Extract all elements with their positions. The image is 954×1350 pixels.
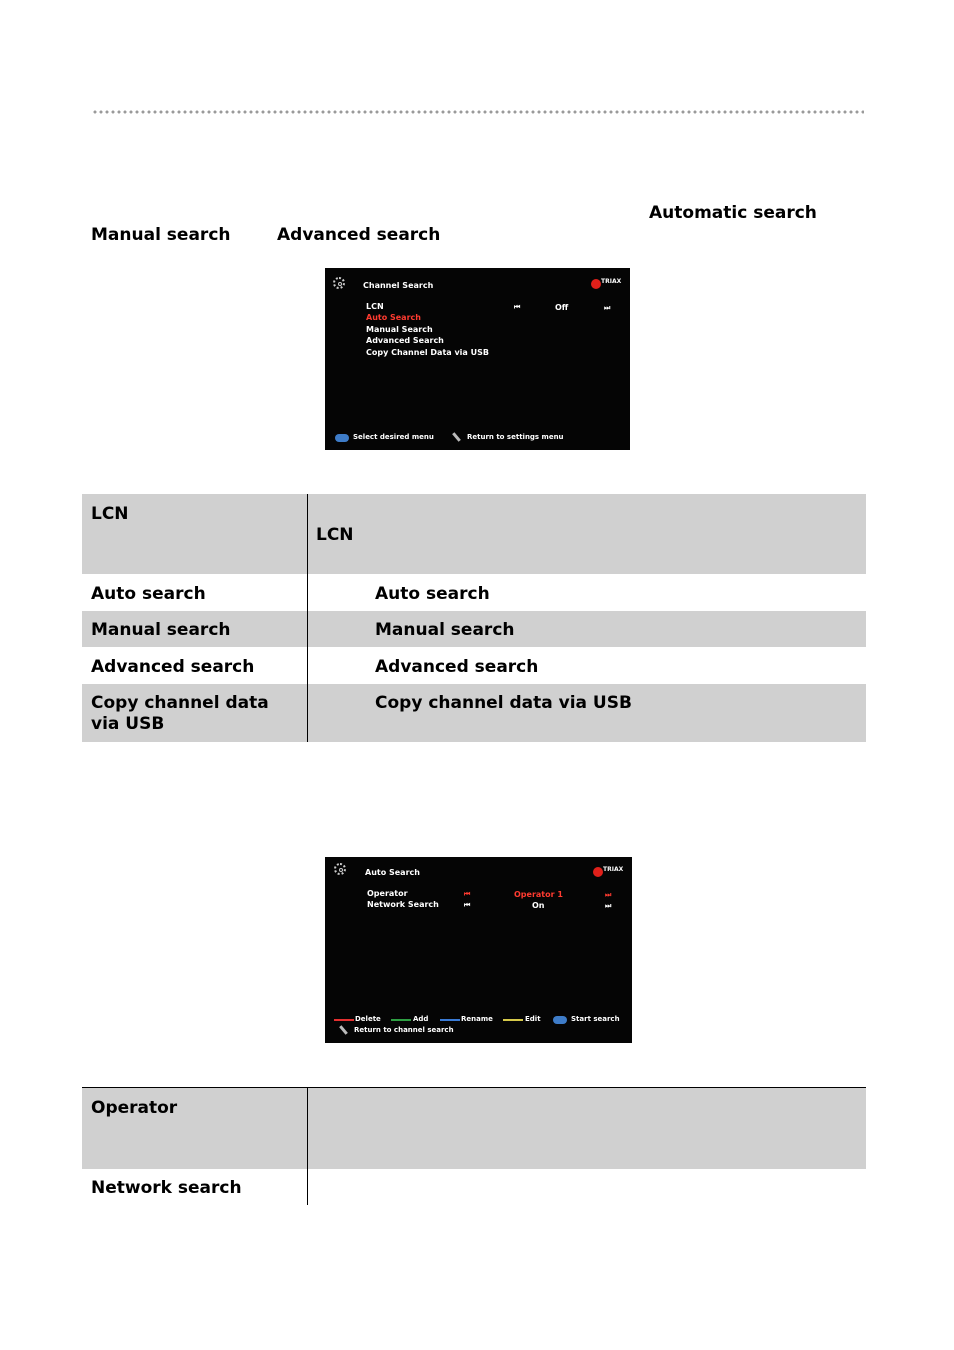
left-arrow-icon[interactable]: ⏮ [514, 303, 521, 311]
left-arrow-icon[interactable]: ⏮ [464, 890, 471, 898]
right-arrow-icon[interactable]: ⏭ [604, 304, 611, 312]
brand-logo: TRIAX [603, 866, 624, 873]
footer-return-hint: Return to settings menu [467, 433, 564, 441]
tool-icon [339, 1025, 348, 1035]
operator-label: Operator [367, 889, 408, 898]
footer-select-hint: Select desired menu [353, 433, 434, 441]
gear-icon [333, 277, 345, 289]
yellow-key-icon [503, 1019, 523, 1021]
advanced-search-term: Advanced search [277, 225, 441, 245]
row-description: Advanced search [375, 657, 539, 677]
auto-search-screenshot [325, 857, 632, 1043]
menu-item-lcn[interactable]: LCN [366, 302, 384, 311]
delete-hint: Delete [355, 1015, 381, 1023]
automatic-search-term: Automatic search [649, 203, 817, 223]
green-key-icon [391, 1019, 411, 1021]
table-row [82, 574, 866, 610]
table-row [82, 611, 866, 647]
ok-button-icon [335, 434, 349, 442]
rename-hint: Rename [461, 1015, 493, 1023]
return-hint: Return to channel search [354, 1026, 454, 1034]
operator-value[interactable]: Operator 1 [514, 890, 563, 899]
ok-button-icon [553, 1016, 567, 1024]
row-description: Auto search [375, 584, 490, 604]
blue-key-icon [440, 1019, 460, 1021]
table-row [82, 1088, 866, 1169]
screen-title: Channel Search [363, 281, 434, 290]
right-arrow-icon[interactable]: ⏭ [605, 891, 612, 899]
red-key-icon [334, 1019, 354, 1021]
edit-hint: Edit [525, 1015, 541, 1023]
table-row [82, 494, 866, 574]
tool-icon [452, 432, 461, 442]
gear-icon [334, 863, 346, 875]
dotted-divider [92, 110, 864, 114]
row-label: Advanced search [91, 657, 255, 677]
channel-search-options-table [82, 494, 866, 742]
start-search-hint: Start search [571, 1015, 620, 1023]
row-description: Copy channel data via USB [375, 693, 632, 713]
lcn-value: Off [555, 303, 569, 312]
row-label: Auto search [91, 584, 206, 604]
table-row [82, 1169, 866, 1205]
auto-search-options-table [82, 1087, 866, 1205]
column-divider [307, 1087, 308, 1205]
right-arrow-icon[interactable]: ⏭ [605, 902, 612, 910]
add-hint: Add [413, 1015, 429, 1023]
triax-logo-icon [593, 867, 603, 877]
network-search-label: Network Search [367, 900, 439, 909]
row-label: Copy channel data via USB [91, 693, 269, 734]
row-label: Manual search [91, 620, 231, 640]
left-arrow-icon[interactable]: ⏮ [464, 901, 471, 909]
row-description: Manual search [375, 620, 515, 640]
network-search-value[interactable]: On [532, 901, 545, 910]
table-row [82, 684, 866, 742]
menu-item-copy-channel-data[interactable]: Copy Channel Data via USB [366, 348, 489, 357]
table-row [82, 648, 866, 684]
row-label: Operator [91, 1098, 178, 1118]
channel-search-screenshot [325, 268, 630, 450]
row-description: LCN [316, 525, 354, 545]
menu-item-auto-search[interactable]: Auto Search [366, 313, 421, 322]
brand-logo: TRIAX [601, 278, 622, 285]
menu-item-advanced-search[interactable]: Advanced Search [366, 336, 444, 345]
triax-logo-icon [591, 279, 601, 289]
row-label: LCN [91, 504, 129, 524]
manual-search-term: Manual search [91, 225, 231, 245]
menu-item-manual-search[interactable]: Manual Search [366, 325, 433, 334]
screen-title: Auto Search [365, 868, 420, 877]
row-label: Network search [91, 1178, 242, 1198]
column-divider [307, 494, 308, 742]
